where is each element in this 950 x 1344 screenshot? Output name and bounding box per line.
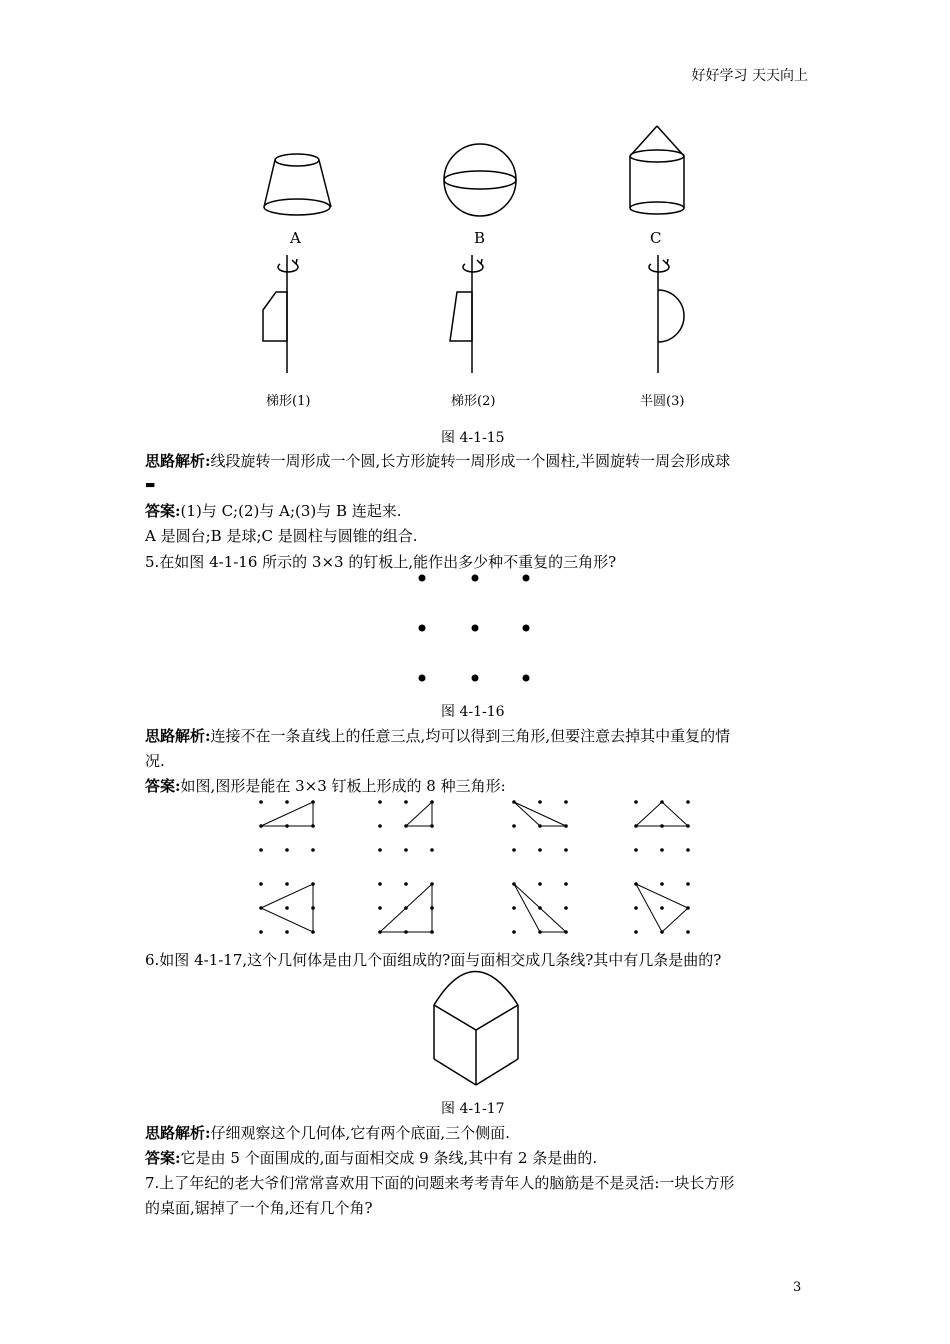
- figure-caption-4-1-15: 图 4-1-15: [441, 430, 505, 446]
- answer-label: 答案:: [145, 1149, 181, 1167]
- solid-label-b: B: [474, 229, 486, 247]
- question-6-text: 6.如图 4-1-17,这个几何体是由几个面组成的?面与面相交成几条线?其中有几条是曲的?: [145, 951, 722, 969]
- page-number: 3: [793, 1280, 802, 1295]
- figure-caption-4-1-17: 图 4-1-17: [441, 1101, 505, 1117]
- question-5-text: 5.在如图 4-1-16 所示的 3×3 的钉板上,能作出多少种不重复的三角形?: [145, 553, 617, 571]
- shape-label-2: 梯形(2): [451, 394, 496, 409]
- analysis-continuation: ▬: [145, 478, 156, 491]
- answer-text: 它是由 5 个面围成的,面与面相交成 9 条线,其中有 2 条是曲的.: [180, 1149, 598, 1167]
- q6-analysis-line: [145, 1123, 510, 1143]
- answer-line-2: A 是圆台;B 是球;C 是圆柱与圆锥的组合.: [145, 527, 418, 545]
- answer-text: 如图,图形是能在 3×3 钉板上形成的 8 种三角形:: [180, 777, 506, 795]
- analysis-text: 连接不在一条直线上的任意三点,均可以得到三角形,但要注意去掉其中重复的情: [210, 727, 731, 745]
- question-7-line-1: 7.上了年纪的老大爷们常常喜欢用下面的问题来考考青年人的脑筋是不是灵活:一块长方形: [145, 1174, 735, 1192]
- question-7-line-2: 的桌面,锯掉了一个角,还有几个角?: [145, 1199, 373, 1217]
- q5-analysis-line-2: 况.: [145, 752, 165, 770]
- solid-label-a: A: [290, 229, 301, 247]
- analysis-label: 思路解析:: [145, 727, 211, 745]
- analysis-text: 仔细观察这个几何体,它有两个底面,三个侧面.: [210, 1124, 510, 1142]
- solid-label-c: C: [650, 229, 662, 247]
- analysis-label: 思路解析:: [145, 452, 211, 470]
- answer-label: 答案:: [145, 777, 181, 795]
- shape-label-1: 梯形(1): [266, 394, 311, 409]
- answer-label: 答案:: [145, 502, 181, 520]
- analysis-label: 思路解析:: [145, 1124, 211, 1142]
- q6-answer-line: [145, 1148, 597, 1168]
- analysis-text: 线段旋转一周形成一个圆,长方形旋转一周形成一个圆柱,半圆旋转一周会形成球: [210, 452, 731, 470]
- page-header: 好好学习 天天向上: [691, 68, 808, 84]
- shape-label-3: 半圆(3): [640, 394, 685, 409]
- answer-text: (1)与 C;(2)与 A;(3)与 B 连起来.: [180, 502, 402, 520]
- figure-caption-4-1-16: 图 4-1-16: [441, 704, 505, 720]
